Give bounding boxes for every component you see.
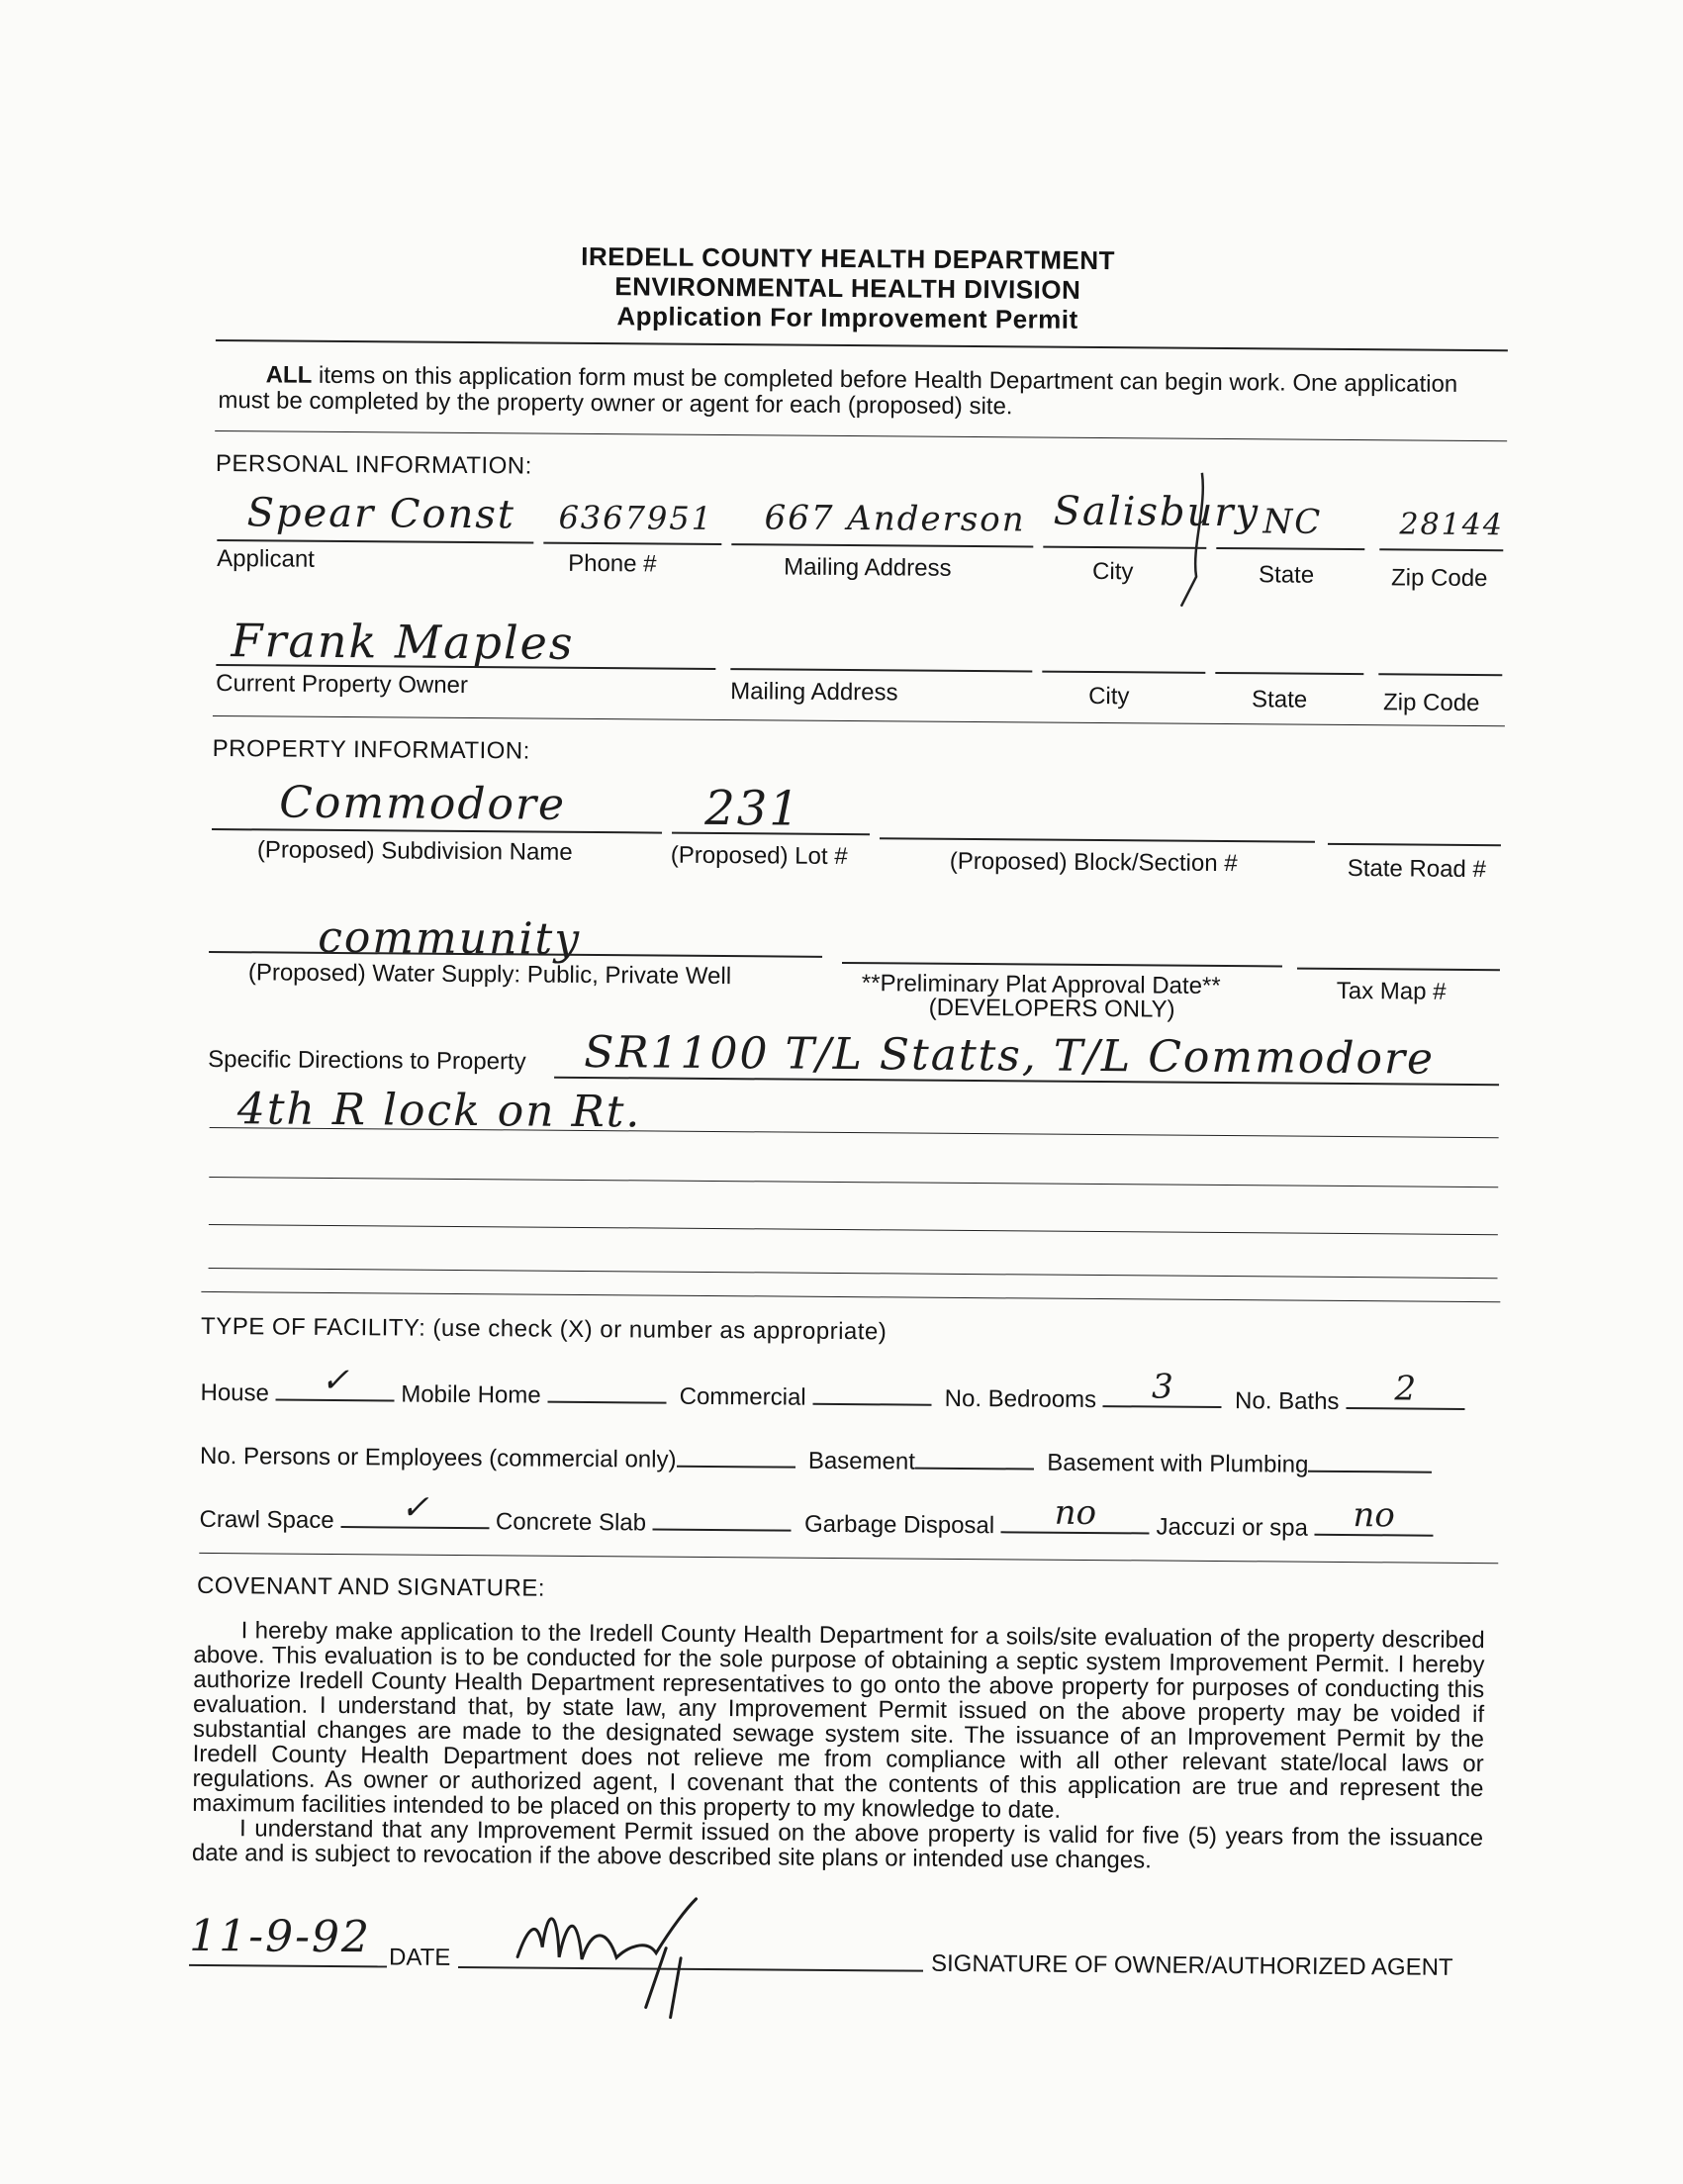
block-label: (Proposed) Block/Section #: [949, 847, 1238, 878]
mailing-line: [731, 543, 1033, 547]
applicant-value: Spear Const: [246, 490, 516, 538]
facility-row-3: [199, 1487, 1433, 1544]
covenant-paragraph-1: I hereby make application to the Iredell County Health Department for a soils/site evaluation of the property described above. This evaluation is to be conducted for the sole purpose of obtaining a septic system Improvement Permit. I hereby authorize Iredell County Health Department representatives to go onto the above property for purposes of conducting this evaluation. I understand that, by state law, any Improvement Permit issued on the above property may be voided if substantial changes are made to the designated sewage system site. The issuance of an Improvement Permit by the Iredell County Health Department does not relieve me from compliance with all other relevant state/local laws or regulations. As owner or authorized agent, I covenant that the contents of this application are true and represent the maximum facilities intended to be placed on this property to my knowledge to date.: [192, 1617, 1485, 1824]
owner-zip-label: Zip Code: [1382, 689, 1480, 717]
personal-divider: [213, 715, 1505, 726]
owner-city-label: City: [1088, 682, 1130, 711]
plat-developers-label: (DEVELOPERS ONLY): [928, 994, 1175, 1023]
date-label: DATE: [388, 1944, 451, 1971]
intro-line-1: ALL items on this application form must be completed before Health Department can begin work. One application: [265, 361, 1458, 398]
facility-row-2: [200, 1440, 1433, 1480]
house-label: House: [200, 1378, 270, 1407]
jacuzzi-field: no: [1315, 1512, 1434, 1537]
directions-label: Specific Directions to Property: [208, 1045, 526, 1076]
owner-mailing-line: [730, 668, 1032, 672]
lot-value: 231: [703, 780, 802, 837]
plat-date-label: **Preliminary Plat Approval Date**: [861, 970, 1221, 1000]
owner-state-line: [1215, 672, 1363, 675]
state-label: State: [1258, 561, 1315, 589]
baths-field: 2: [1346, 1385, 1464, 1410]
personal-info-heading: PERSONAL INFORMATION:: [215, 450, 532, 480]
intro-divider: [215, 430, 1507, 441]
directions-value-line-2: 4th R lock on Rt.: [236, 1084, 642, 1138]
persons-label: No. Persons or Employees (commercial only): [199, 1442, 677, 1473]
intro-line-2: must be completed by the property owner or agent for each (proposed) site.: [218, 387, 1013, 421]
city-label: City: [1092, 557, 1134, 586]
phone-label: Phone #: [568, 549, 657, 578]
owner-value: Frank Maples: [231, 614, 575, 670]
subdivision-value: Commodore: [279, 777, 567, 830]
owner-city-line: [1042, 671, 1205, 674]
state-road-line: [1328, 843, 1501, 846]
owner-state-label: State: [1251, 686, 1308, 713]
directions-line-4: [209, 1224, 1498, 1235]
facility-row-1: [200, 1360, 1464, 1417]
applicant-label: Applicant: [217, 545, 316, 573]
mobile-home-label: Mobile Home: [401, 1380, 541, 1409]
covenant-text: [192, 1618, 1485, 1875]
plat-date-line: [842, 962, 1282, 967]
applicant-line: [217, 539, 533, 544]
concrete-slab-field: [653, 1507, 792, 1532]
tax-map-line: [1297, 968, 1500, 972]
zip-line: [1379, 548, 1503, 551]
bedrooms-field: 3: [1103, 1383, 1222, 1408]
lot-label: (Proposed) Lot #: [670, 841, 848, 871]
owner-label: Current Property Owner: [216, 670, 469, 700]
city-value: Salisbury: [1053, 488, 1261, 536]
header-department: IREDELL COUNTY HEALTH DEPARTMENT: [581, 240, 1116, 276]
water-supply-value: community: [317, 911, 582, 965]
phone-line: [543, 542, 721, 545]
baths-label: No. Baths: [1235, 1387, 1340, 1415]
zip-value: 28144: [1399, 507, 1505, 543]
state-value: NC: [1262, 502, 1323, 542]
commercial-field: [812, 1381, 931, 1406]
tax-map-label: Tax Map #: [1336, 977, 1447, 1005]
basement-field: [915, 1446, 1034, 1471]
property-divider: [201, 1291, 1500, 1302]
covenant-heading: COVENANT AND SIGNATURE:: [196, 1571, 546, 1602]
phone-value: 6367951: [558, 498, 714, 537]
owner-zip-line: [1378, 673, 1502, 676]
mobile-home-field: [547, 1379, 666, 1404]
concrete-slab-label: Concrete Slab: [495, 1508, 647, 1537]
commercial-label: Commercial: [679, 1382, 806, 1411]
persons-field: [676, 1444, 795, 1469]
state-road-label: State Road #: [1347, 855, 1486, 884]
bedrooms-label: No. Bedrooms: [944, 1384, 1097, 1414]
garbage-disposal-field: no: [1001, 1509, 1150, 1534]
jacuzzi-label: Jaccuzi or spa: [1156, 1513, 1309, 1542]
crawl-space-field: ✓: [340, 1504, 489, 1529]
facility-divider: [199, 1553, 1498, 1564]
crawl-space-label: Crawl Space: [199, 1505, 334, 1534]
date-line-left: [189, 1964, 387, 1968]
basement-plumbing-label: Basement with Plumbing: [1047, 1449, 1309, 1478]
directions-line-3: [209, 1177, 1498, 1187]
owner-mailing-label: Mailing Address: [730, 678, 898, 707]
facility-heading: TYPE OF FACILITY: (use check (X) or number as appropriate): [200, 1312, 888, 1346]
signature-label: SIGNATURE OF OWNER/AUTHORIZED AGENT: [930, 1949, 1453, 1981]
signature-image: [498, 1887, 756, 2028]
basement-label: Basement: [807, 1447, 916, 1475]
subdivision-line: [212, 828, 662, 834]
basement-plumbing-field: [1308, 1449, 1432, 1473]
mailing-address-value: 667 Anderson: [764, 498, 1026, 540]
zip-label: Zip Code: [1390, 564, 1488, 593]
header-divider: [216, 339, 1508, 351]
covenant-paragraph-2: I understand that any Improvement Permit issued on the above property is valid for five (5) years from the issuance date and is subject to revocation if the above described site plans or intended use changes.: [191, 1815, 1484, 1874]
property-info-heading: PROPERTY INFORMATION:: [212, 734, 530, 765]
city-pen-stroke: [1162, 468, 1222, 617]
mailing-label: Mailing Address: [784, 553, 952, 582]
subdivision-label: (Proposed) Subdivision Name: [256, 836, 573, 866]
date-value: 11-9-92: [189, 1910, 372, 1963]
garbage-disposal-label: Garbage Disposal: [803, 1510, 995, 1540]
header-division: ENVIRONMENTAL HEALTH DIVISION: [614, 271, 1081, 305]
state-line: [1216, 547, 1364, 550]
directions-value-line-1: SR1100 T/L Statts, T/L Commodore: [584, 1026, 1436, 1085]
block-line: [880, 837, 1315, 842]
directions-line-5: [209, 1268, 1498, 1279]
house-field: ✓: [276, 1377, 395, 1402]
water-supply-label: (Proposed) Water Supply: Public, Private Well: [247, 959, 732, 991]
header-form-title: Application For Improvement Permit: [616, 301, 1078, 334]
